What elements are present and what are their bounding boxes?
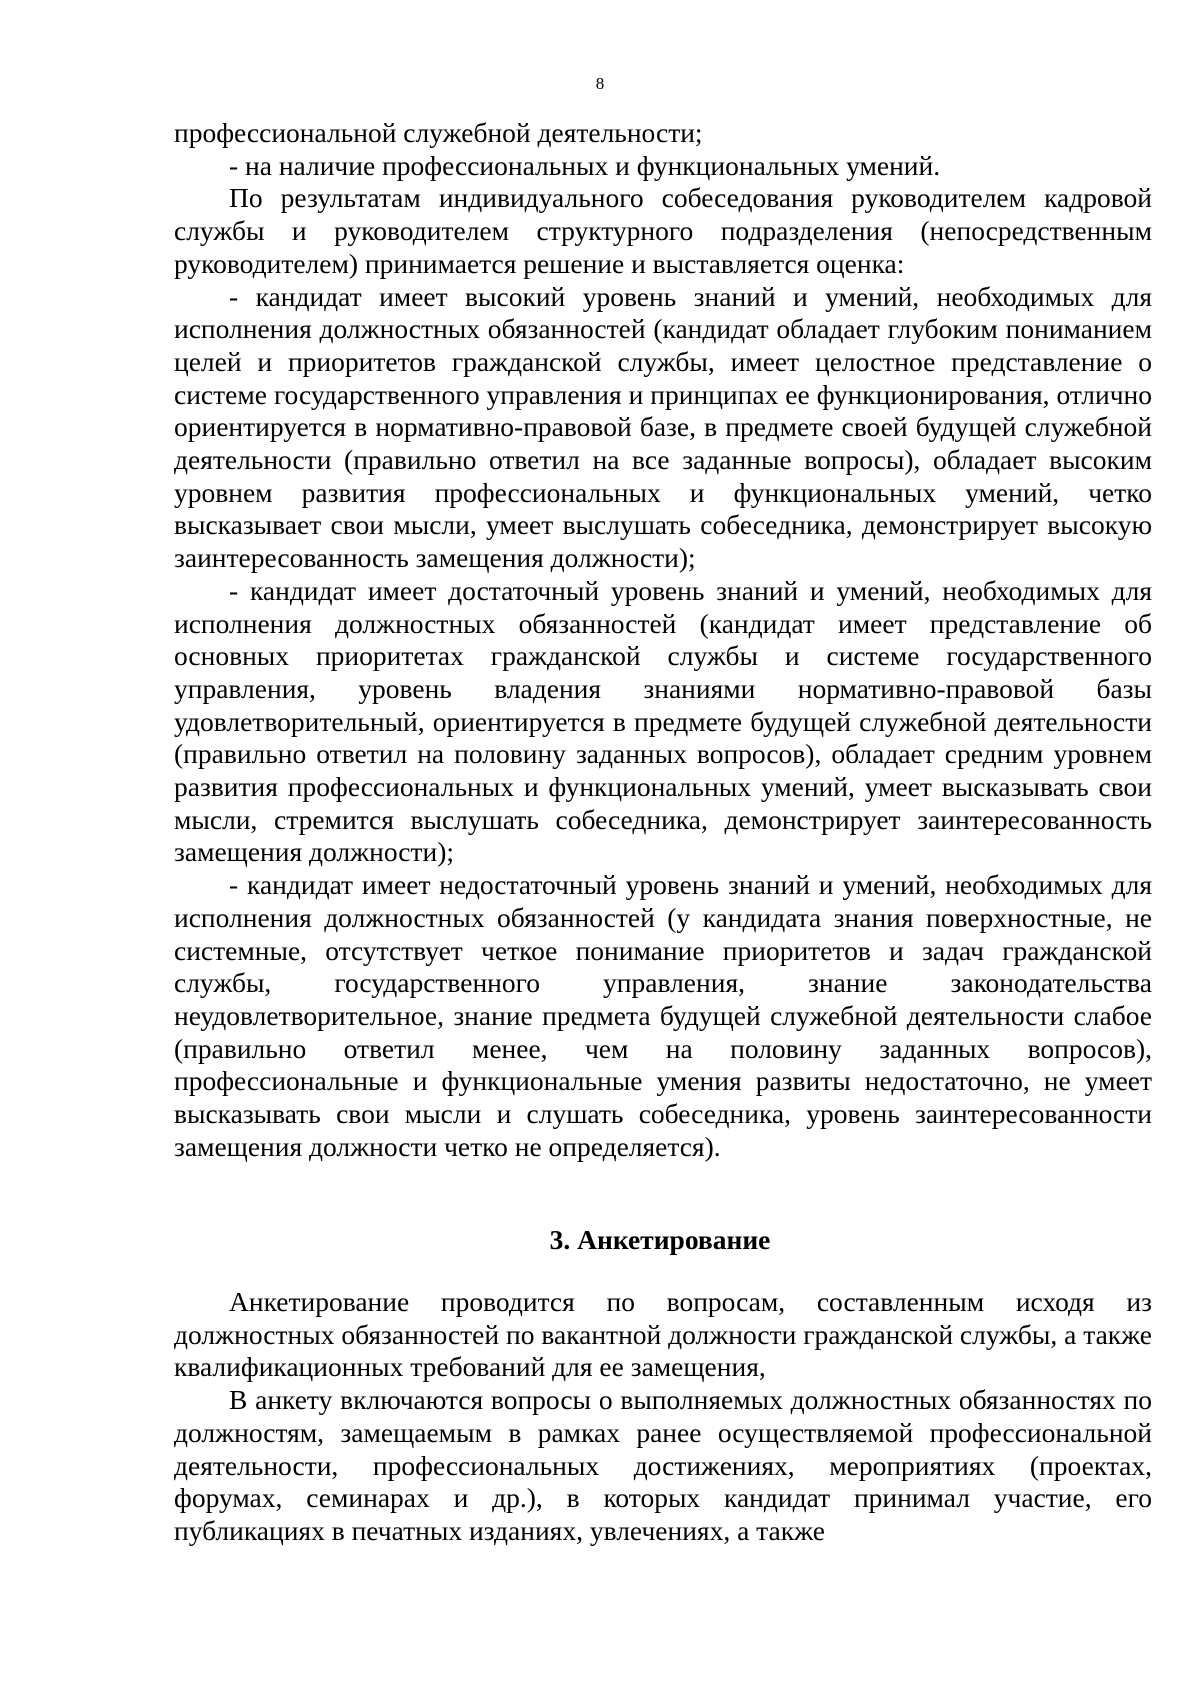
paragraph-continuation: профессиональной служебной деятельности; (174, 117, 703, 148)
paragraph-insufficient-level: - кандидат имеет недостаточный уровень знаний и умений, необходимых для исполнения должностных обязанностей (у кандидата знания поверхностные, не системные, отсутствует четкое понимание приоритетов и задач гражданской службы, государственного управления, знание законодательства неудовлетворительное, знание предмета будущей служебной деятельности слабое (правильно ответил менее, чем на половину заданных вопросов), профессиональные и функциональные умения развиты недостаточно, не умеет высказывать свои мысли и слушать собеседника, уровень заинтересованности замещения должности четко не определяется). (174, 869, 1152, 1162)
page-number: 8 (595, 74, 605, 93)
paragraph-interview-results: По результатам индивидуального собеседования руководителем кадровой службы и руководителем структурного подразделения (непосредственным руководителем) принимается решение и выставляется оценка: (174, 182, 1152, 279)
paragraph-high-level: - кандидат имеет высокий уровень знаний и умений, необходимых для исполнения должностных обязанностей (кандидат обладает глубоким пониманием целей и приоритетов гражданской службы, имеет целостное представление о системе государственного управления и принципах ее функционирования, отлично ориентируется в нормативно-правовой базе, в предмете своей будущей служебной деятельности (правильно ответил на все заданные вопросы), обладает высоким уровнем развития профессиональных и функциональных умений, четко высказывает свои мысли, умеет выслушать собеседника, демонстрирует высокую заинтересованность замещения должности); (174, 280, 1152, 574)
paragraph-questionnaire-content: В анкету включаются вопросы о выполняемых должностных обязанностях по должностям, замещаемым в рамках ранее осуществляемой профессиональной деятельности, профессиональных достижениях, мероприятиях (проектах, форумах, семинарах и др.), в которых кандидат принимал участие, его публикациях в печатных изданиях, увлечениях, а также (174, 1384, 1152, 1546)
body-text-top (174, 117, 1152, 1164)
paragraph-questionnaire-basis: Анкетирование проводится по вопросам, составленным исходя из должностных обязанностей по вакантной должности гражданской службы, а также квалификационных требований для ее замещения, (174, 1286, 1152, 1383)
body-text-bottom (174, 1286, 1152, 1548)
paragraph-skills-item: - на наличие профессиональных и функциональных умений. (229, 149, 941, 181)
section-heading: 3. Анкетирование (549, 1224, 771, 1255)
paragraph-sufficient-level: - кандидат имеет достаточный уровень знаний и умений, необходимых для исполнения должностных обязанностей (кандидат имеет представление об основных приоритетах гражданской службы и системе государственного управления, уровень владения знаниями нормативно-правовой базы удовлетворительный, ориентируется в предмете будущей служебной деятельности (правильно ответил на половину заданных вопросов), обладает средним уровнем развития профессиональных и функциональных умений, умеет высказывать свои мысли, стремится выслушать собеседника, демонстрирует заинтересованность замещения должности); (174, 574, 1152, 868)
